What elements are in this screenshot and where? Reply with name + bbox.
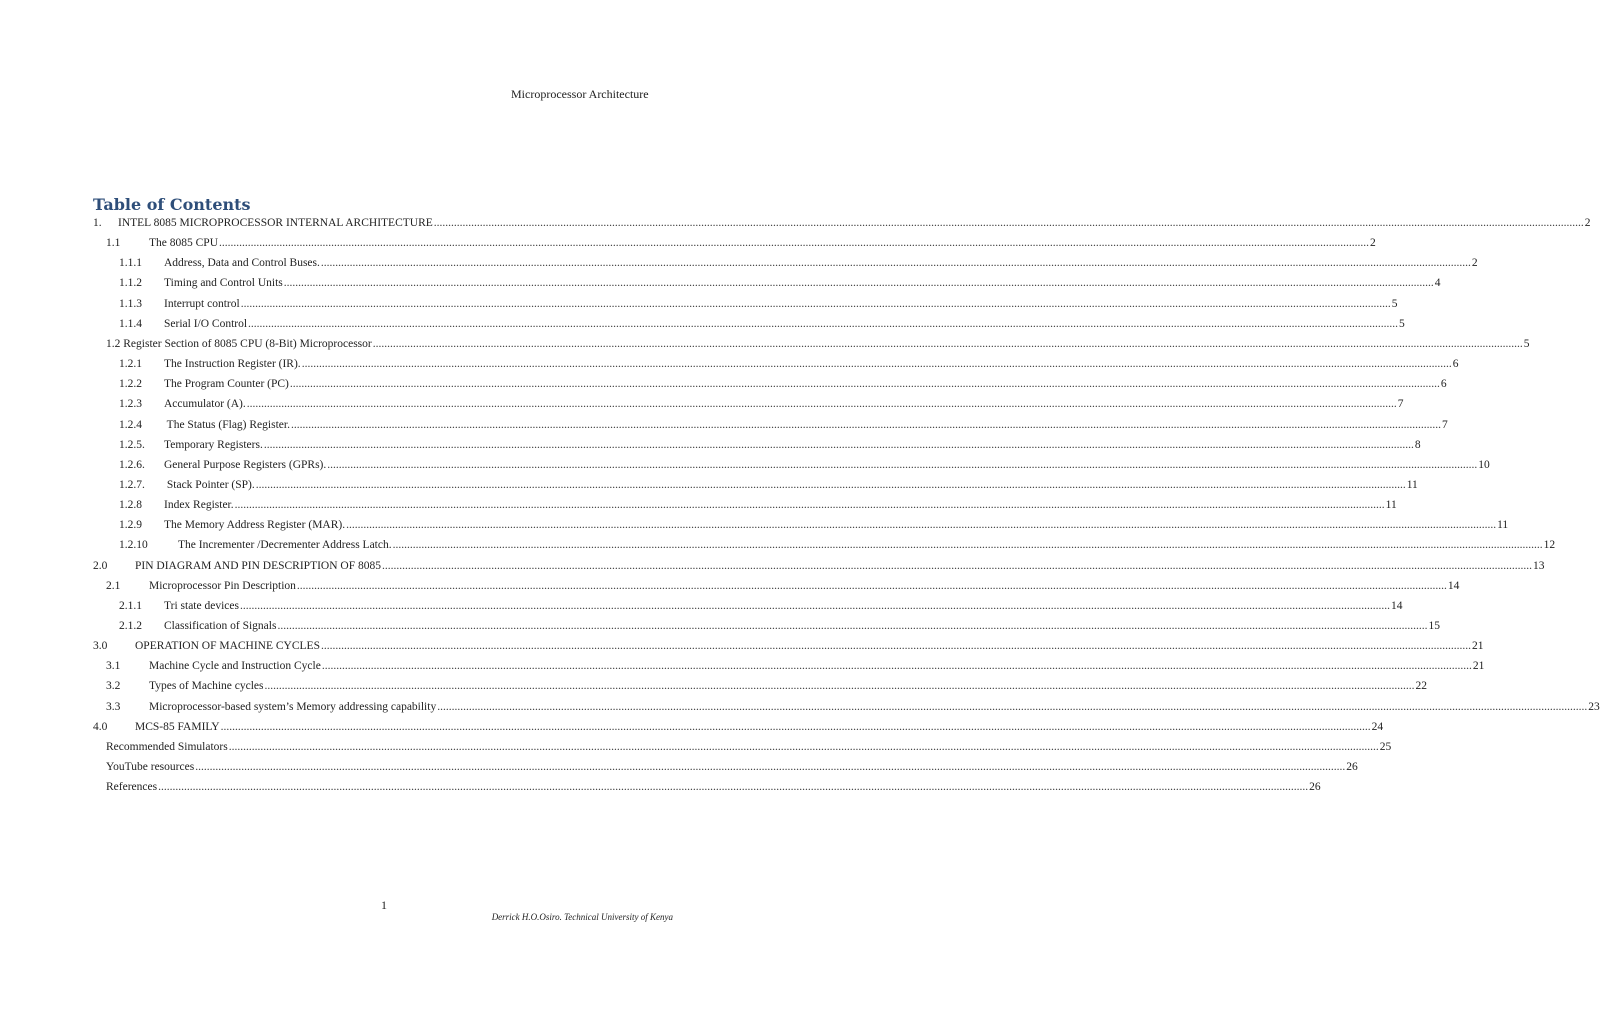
toc-entry-page: 12 bbox=[1543, 539, 1556, 552]
toc-dot-leader: ................................................................................................................................................................................................................................................................................................................................................................................................................ bbox=[255, 478, 1406, 491]
toc-entry-label: General Purpose Registers (GPRs). bbox=[164, 458, 327, 471]
toc-dot-leader: ................................................................................................................................................................................................................................................................................................................................................................................................................ bbox=[296, 579, 1447, 592]
toc-entry-label: Timing and Control Units bbox=[164, 277, 283, 290]
toc-dot-leader: ................................................................................................................................................................................................................................................................................................................................................................................................................ bbox=[264, 680, 1415, 693]
toc-entry-label: INTEL 8085 MICROPROCESSOR INTERNAL ARCHITECTURE bbox=[118, 217, 433, 229]
toc-entry[interactable] bbox=[0, 496, 1397, 516]
toc-dot-leader: ................................................................................................................................................................................................................................................................................................................................................................................................................ bbox=[320, 640, 1471, 653]
toc-entry[interactable] bbox=[0, 698, 1600, 718]
toc-entry-page: 10 bbox=[1478, 458, 1490, 471]
toc-entry-page: 6 bbox=[1440, 378, 1447, 391]
toc-entry[interactable] bbox=[0, 395, 1404, 415]
toc-entry-page: 23 bbox=[1588, 700, 1600, 713]
toc-entry-number: 2.0 bbox=[93, 559, 108, 572]
toc-entry-label: References bbox=[106, 781, 158, 794]
toc-entry-label: PIN DIAGRAM AND PIN DESCRIPTION OF 8085 bbox=[135, 559, 381, 572]
toc-entry[interactable] bbox=[0, 758, 1358, 778]
toc-entry[interactable] bbox=[0, 738, 1392, 758]
toc-entry-page: 26 bbox=[1346, 761, 1358, 774]
page-number: 1 bbox=[381, 898, 387, 912]
toc-entry-label: MCS-85 FAMILY bbox=[135, 720, 220, 733]
toc-entry-page: 15 bbox=[1428, 620, 1440, 632]
toc-dot-leader: ................................................................................................................................................................................................................................................................................................................................................................................................................ bbox=[234, 499, 1385, 512]
toc-entry[interactable] bbox=[0, 315, 1405, 335]
toc-entry-number: 1.1.3 bbox=[119, 297, 142, 310]
toc-entry[interactable] bbox=[0, 557, 1545, 577]
toc-entry-page: 11 bbox=[1497, 519, 1509, 532]
toc-entry-number: 1.2.3 bbox=[119, 398, 142, 411]
toc-dot-leader: ................................................................................................................................................................................................................................................................................................................................................................................................................ bbox=[248, 317, 1399, 330]
toc-dot-leader: ................................................................................................................................................................................................................................................................................................................................................................................................................ bbox=[277, 620, 1428, 632]
toc-entry-number: 3.2 bbox=[106, 680, 121, 693]
toc-entry-label: Machine Cycle and Instruction Cycle bbox=[149, 660, 321, 673]
toc-dot-leader: ................................................................................................................................................................................................................................................................................................................................................................................................................ bbox=[263, 438, 1414, 451]
toc-entry-label: Address, Data and Control Buses. bbox=[164, 257, 320, 270]
toc-entry-page: 7 bbox=[1397, 398, 1404, 411]
toc-entry-page: 13 bbox=[1533, 559, 1545, 572]
toc-entry-page: 5 bbox=[1391, 297, 1398, 310]
toc-entry-number: 2.1.1 bbox=[119, 599, 142, 612]
toc-entry[interactable] bbox=[0, 617, 1440, 637]
toc-entry[interactable] bbox=[0, 778, 1321, 798]
toc-dot-leader: ................................................................................................................................................................................................................................................................................................................................................................................................................ bbox=[301, 358, 1452, 371]
toc-entry-page: 2 bbox=[1370, 237, 1376, 250]
footer-author: Derrick H.O.Osiro. Technical University of Kenya bbox=[491, 912, 673, 922]
toc-entry[interactable] bbox=[0, 476, 1418, 496]
toc-entry-number: 1.2.10 bbox=[119, 539, 148, 552]
toc-entry[interactable] bbox=[0, 516, 1509, 536]
toc-entry[interactable] bbox=[0, 436, 1421, 456]
toc-entry-number: 1.2.7. bbox=[119, 478, 145, 491]
toc-entry[interactable] bbox=[0, 718, 1384, 738]
toc-dot-leader: ................................................................................................................................................................................................................................................................................................................................................................................................................ bbox=[320, 257, 1471, 270]
toc-entry-label: Index Register. bbox=[164, 499, 234, 512]
toc-dot-leader: ................................................................................................................................................................................................................................................................................................................................................................................................................ bbox=[158, 781, 1309, 794]
toc-dot-leader: ................................................................................................................................................................................................................................................................................................................................................................................................................ bbox=[289, 378, 1440, 391]
toc-entry-number: 1.2.2 bbox=[119, 378, 142, 391]
toc-entry-page: 22 bbox=[1415, 680, 1427, 693]
toc-entry-page: 5 bbox=[1399, 317, 1405, 330]
toc-entry-page: 2 bbox=[1471, 257, 1478, 270]
toc-entry-label: Interrupt control bbox=[164, 297, 240, 310]
toc-entry-label: Temporary Registers. bbox=[164, 438, 263, 451]
toc-entry-number: 1.2.9 bbox=[119, 519, 142, 532]
toc-entry-page: 7 bbox=[1441, 418, 1448, 431]
toc-entry-page: 11 bbox=[1406, 478, 1418, 491]
toc-entry-label: Microprocessor Pin Description bbox=[149, 579, 296, 592]
toc-entry-label: The Incrementer /Decrementer Address Latch. bbox=[178, 539, 392, 552]
toc-entry-label: Tri state devices bbox=[164, 599, 239, 612]
toc-entry[interactable] bbox=[0, 214, 1591, 234]
toc-dot-leader: ................................................................................................................................................................................................................................................................................................................................................................................................................ bbox=[219, 237, 1369, 250]
toc-entry-number: 1.2.1 bbox=[119, 358, 142, 371]
toc-entry-label: Recommended Simulators bbox=[106, 740, 228, 753]
toc-entry-number: 3.0 bbox=[93, 640, 108, 653]
toc-entry[interactable] bbox=[0, 234, 1376, 254]
toc-entry-number: 1.1.2 bbox=[119, 277, 142, 290]
toc-dot-leader: ................................................................................................................................................................................................................................................................................................................................................................................................................ bbox=[321, 660, 1472, 673]
toc-entry[interactable] bbox=[0, 355, 1459, 375]
toc-entry-page: 21 bbox=[1472, 660, 1485, 673]
toc-dot-leader: ................................................................................................................................................................................................................................................................................................................................................................................................................ bbox=[392, 539, 1543, 552]
toc-entry-number: 1.2.8 bbox=[119, 499, 142, 512]
toc-dot-leader: ................................................................................................................................................................................................................................................................................................................................................................................................................ bbox=[240, 297, 1391, 310]
toc-entry[interactable] bbox=[0, 335, 1530, 355]
toc-entry[interactable] bbox=[0, 577, 1460, 597]
toc-entry-number: 1.2.4 bbox=[119, 418, 142, 431]
toc-entry-number: 3.3 bbox=[106, 700, 121, 713]
toc-entry-number: 1. bbox=[93, 217, 102, 229]
toc-entry-number: 3.1 bbox=[106, 660, 121, 673]
toc-entry-number: 4.0 bbox=[93, 720, 108, 733]
toc-entry[interactable] bbox=[0, 597, 1403, 617]
toc-dot-leader: ................................................................................................................................................................................................................................................................................................................................................................................................................ bbox=[220, 720, 1371, 733]
toc-entry-number: 1.1.4 bbox=[119, 317, 142, 330]
toc-dot-leader: ................................................................................................................................................................................................................................................................................................................................................................................................................ bbox=[239, 599, 1390, 612]
toc-entry-label: Types of Machine cycles bbox=[149, 680, 264, 693]
toc-entry-number: 1.1.1 bbox=[119, 257, 142, 270]
toc-entry[interactable] bbox=[0, 274, 1441, 294]
toc-entry[interactable] bbox=[0, 657, 1485, 677]
toc-entry-number: 2.1 bbox=[106, 579, 121, 592]
toc-entry[interactable] bbox=[0, 375, 1447, 395]
toc-entry[interactable] bbox=[0, 637, 1484, 657]
toc-entry-label: OPERATION OF MACHINE CYCLES bbox=[135, 640, 320, 653]
toc-entry-label: The 8085 CPU bbox=[149, 237, 218, 250]
toc-entry-page: 2 bbox=[1584, 217, 1591, 229]
toc-entry-number: 2.1.2 bbox=[119, 620, 142, 632]
toc-dot-leader: ................................................................................................................................................................................................................................................................................................................................................................................................................ bbox=[246, 398, 1397, 411]
toc-entry-number: 1.2.6. bbox=[119, 458, 145, 471]
toc-entry-label: 1.2 Register Section of 8085 CPU (8-Bit) Microprocessor bbox=[106, 337, 372, 350]
toc-entry-page: 6 bbox=[1452, 358, 1459, 371]
toc-dot-leader: ................................................................................................................................................................................................................................................................................................................................................................................................................ bbox=[437, 700, 1588, 713]
toc-entry-page: 25 bbox=[1379, 740, 1392, 753]
toc-entry[interactable] bbox=[0, 295, 1398, 315]
toc-entry[interactable] bbox=[0, 677, 1427, 697]
toc-entry[interactable] bbox=[0, 536, 1556, 556]
toc-entry-page: 26 bbox=[1309, 781, 1321, 794]
toc-entry-number: 1.2.5. bbox=[119, 438, 145, 451]
toc-dot-leader: ................................................................................................................................................................................................................................................................................................................................................................................................................ bbox=[382, 559, 1532, 572]
page-header: Microprocessor Architecture bbox=[511, 87, 649, 101]
toc-dot-leader: ................................................................................................................................................................................................................................................................................................................................................................................................................ bbox=[228, 740, 1379, 753]
toc-entry-page: 8 bbox=[1414, 438, 1421, 451]
toc-entry-page: 11 bbox=[1385, 499, 1397, 512]
toc-entry-label: The Instruction Register (IR). bbox=[164, 358, 301, 371]
toc-entry-label: Classification of Signals bbox=[164, 620, 277, 632]
toc-dot-leader: ................................................................................................................................................................................................................................................................................................................................................................................................................ bbox=[290, 418, 1441, 431]
toc-entry-label: Serial I/O Control bbox=[164, 317, 248, 330]
toc-entry-label: Microprocessor-based system’s Memory addressing capability bbox=[149, 700, 437, 713]
toc-entry[interactable] bbox=[0, 456, 1490, 476]
toc-entry-label: The Program Counter (PC) bbox=[164, 378, 289, 391]
toc-dot-leader: ................................................................................................................................................................................................................................................................................................................................................................................................................ bbox=[283, 277, 1434, 290]
toc-entry-label: The Memory Address Register (MAR). bbox=[164, 519, 346, 532]
toc-entry-page: 4 bbox=[1434, 277, 1441, 290]
toc-entry[interactable] bbox=[0, 254, 1478, 274]
toc-dot-leader: ................................................................................................................................................................................................................................................................................................................................................................................................................ bbox=[372, 337, 1523, 350]
toc-entry-label: Accumulator (A). bbox=[164, 398, 246, 411]
toc-entry[interactable] bbox=[0, 416, 1448, 436]
toc-entry-page: 5 bbox=[1523, 337, 1530, 350]
toc-dot-leader: ................................................................................................................................................................................................................................................................................................................................................................................................................ bbox=[433, 217, 1584, 229]
toc-entry-label: The Status (Flag) Register. bbox=[164, 418, 290, 431]
toc-dot-leader: ................................................................................................................................................................................................................................................................................................................................................................................................................ bbox=[195, 761, 1346, 774]
toc-entry-label: Stack Pointer (SP). bbox=[164, 478, 255, 491]
toc-heading: Table of Contents bbox=[93, 195, 251, 214]
toc-entry-page: 24 bbox=[1371, 720, 1384, 733]
toc-entry-page: 14 bbox=[1390, 599, 1403, 612]
toc-entry-number: 1.1 bbox=[106, 237, 121, 250]
toc-entry-page: 14 bbox=[1447, 579, 1460, 592]
toc-dot-leader: ................................................................................................................................................................................................................................................................................................................................................................................................................ bbox=[327, 458, 1478, 471]
toc-dot-leader: ................................................................................................................................................................................................................................................................................................................................................................................................................ bbox=[346, 519, 1497, 532]
toc-entry-page: 21 bbox=[1471, 640, 1484, 653]
toc-entry-label: YouTube resources bbox=[106, 761, 195, 774]
